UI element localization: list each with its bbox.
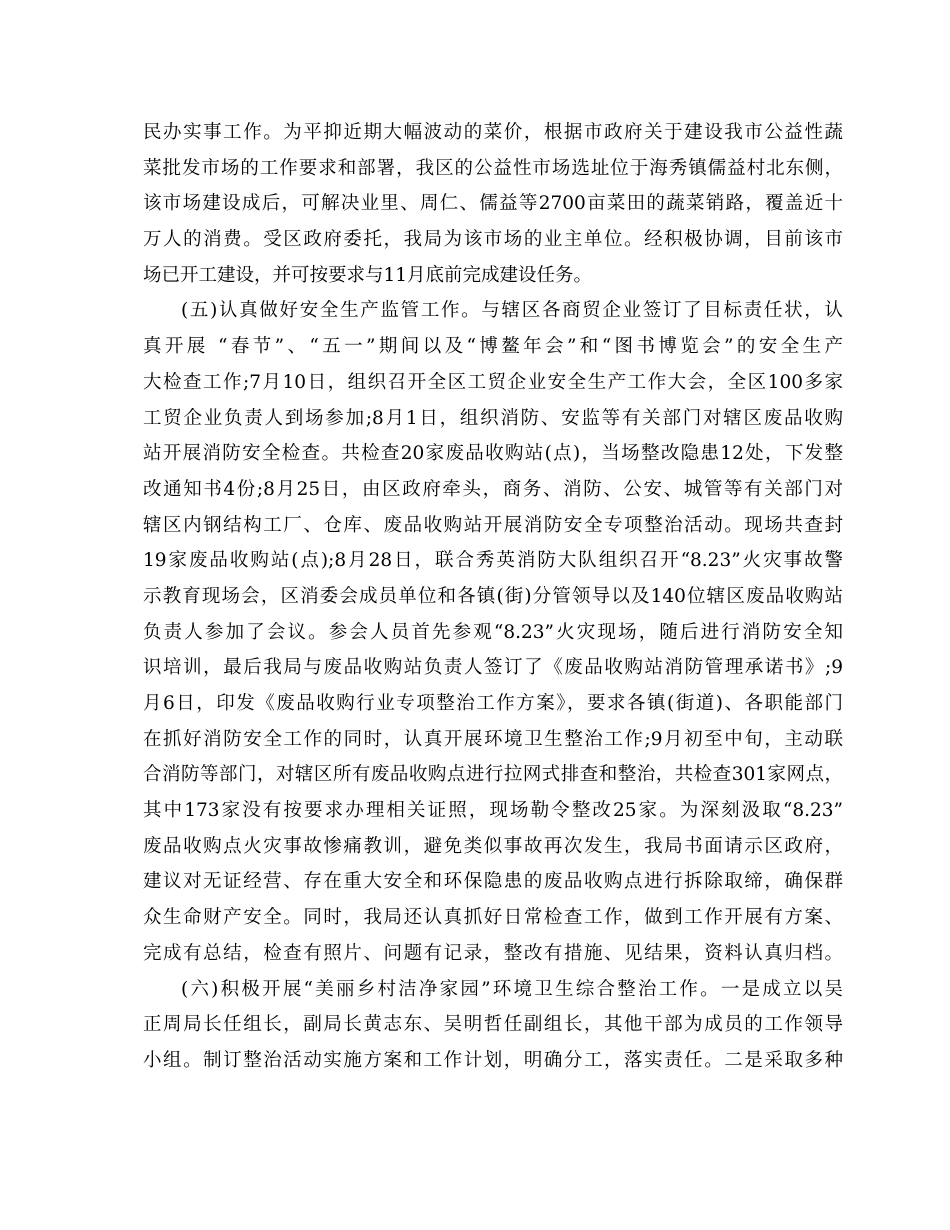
text-line: 该市场建设成后，可解决业里、周仁、儒益等2700亩菜田的蔬菜销路，覆盖近十 (143, 193, 843, 215)
text-line: 19家废品收购站(点);8月28日，联合秀英消防大队组织召开“8.23”火灾事故警 (143, 550, 843, 572)
text-line: 小组。制订整治活动实施方案和工作计划，明确分工，落实责任。二是采取多种 (143, 1049, 843, 1071)
paragraph-start-line: (五)认真做好安全生产监管工作。与辖区各商贸企业签订了目标责任状，认 (181, 300, 843, 322)
text-line: 万人的消费。受区政府委托，我局为该市场的业主单位。经积极协调，目前该市 (143, 229, 843, 251)
text-line: 负责人参加了会议。参会人员首先参观“8.23”火灾现场，随后进行消防安全知 (143, 621, 843, 643)
text-line: 真开展 “春节”、“五一”期间以及“博鳌年会”和“图书博览会”的安全生产 (143, 336, 843, 358)
text-line: 合消防等部门，对辖区所有废品收购点进行拉网式排查和整治，共检查301家网点， (143, 764, 843, 786)
text-line: 改通知书4份;8月25日，由区政府牵头，商务、消防、公安、城管等有关部门对 (143, 478, 843, 500)
text-line: 工贸企业负责人到场参加;8月1日，组织消防、安监等有关部门对辖区废品收购 (143, 407, 843, 429)
text-line: 识培训，最后我局与废品收购站负责人签订了《废品收购站消防管理承诺书》;9 (143, 657, 843, 679)
text-line: 示教育现场会，区消委会成员单位和各镇(街)分管领导以及140位辖区废品收购站 (143, 585, 843, 607)
text-line: 民办实事工作。为平抑近期大幅波动的菜价，根据市政府关于建设我市公益性蔬 (143, 122, 843, 143)
text-line: 废品收购点火灾事故惨痛教训，避免类似事故再次发生，我局书面请示区政府， (143, 835, 843, 857)
text-line: 月6日，印发《废品收购行业专项整治工作方案》，要求各镇(街道)、各职能部门 (143, 693, 843, 714)
text-line: 站开展消防安全检查。共检查20家废品收购站(点)，当场整改隐患12处，下发整 (143, 443, 843, 465)
text-line: 正周局长任组长，副局长黄志东、吴明哲任副组长，其他干部为成员的工作领导 (143, 1014, 843, 1036)
text-line: 菜批发市场的工作要求和部署，我区的公益性市场选址位于海秀镇儒益村北东侧， (143, 157, 843, 179)
text-line: 建议对无证经营、存在重大安全和环保隐患的废品收购点进行拆除取缔，确保群 (143, 871, 843, 893)
paragraph-start-line: (六)积极开展“美丽乡村洁净家园”环境卫生综合整治工作。一是成立以吴 (181, 978, 843, 1000)
document-body (143, 115, 843, 1079)
text-line: 众生命财产安全。同时，我局还认真抓好日常检查工作，做到工作开展有方案、 (143, 907, 843, 929)
text-line: 完成有总结，检查有照片、问题有记录，整改有措施、见结果，资料认真归档。 (143, 942, 843, 964)
text-line: 在抓好消防安全工作的同时，认真开展环境卫生整治工作;9月初至中旬，主动联 (143, 728, 843, 750)
text-line: 场已开工建设，并可按要求与11月底前完成建设任务。 (143, 264, 593, 286)
text-line: 其中173家没有按要求办理相关证照，现场勒令整改25家。为深刻汲取“8.23” (143, 800, 843, 822)
text-line: 辖区内钢结构工厂、仓库、废品收购站开展消防安全专项整治活动。现场共查封 (143, 514, 843, 536)
text-line: 大检查工作;7月10日，组织召开全区工贸企业安全生产工作大会，全区100多家 (143, 371, 843, 393)
